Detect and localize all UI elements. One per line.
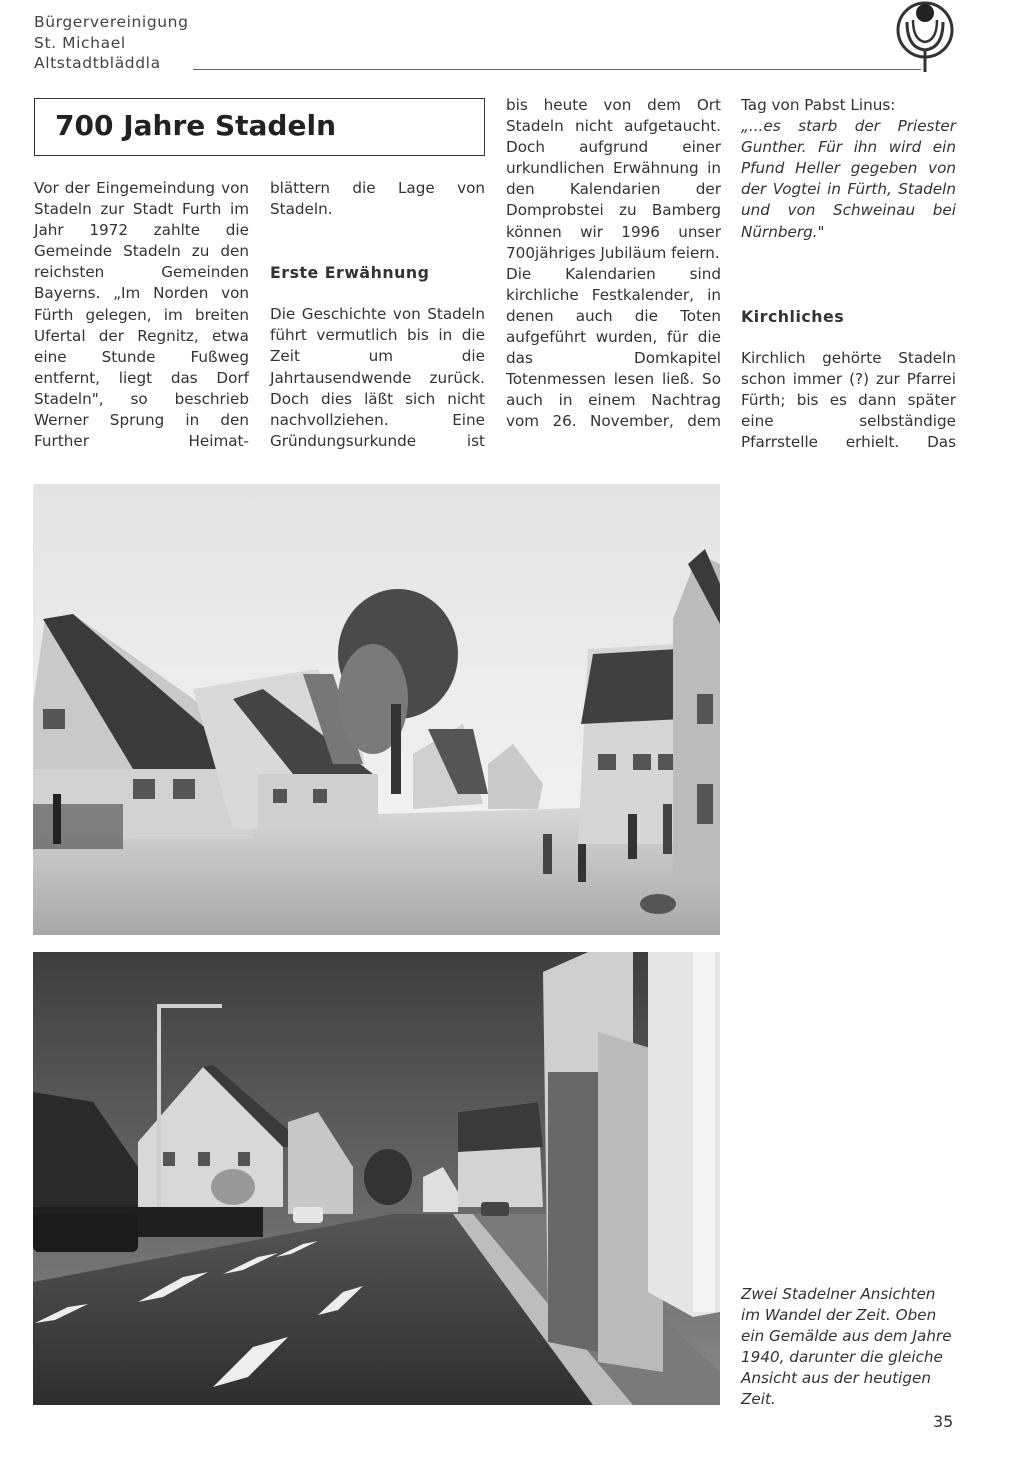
paragraph: Kirchlich gehörte Stadeln schon immer (?) zur Pfarrei Fürth; bis es dann später eine selbständige Pfarrstelle erhielt. Das xyxy=(741,348,956,452)
masthead-district: St. Michael xyxy=(34,33,126,52)
paragraph: Die Kalendarien sind kirchliche Festkalender, in denen auch die Toten aufgeführt wurden, für die das Domkapitel Totenmessen lesen ließ. So auch in einem Nachtrag vom 26. November, dem xyxy=(506,264,721,431)
header-rule xyxy=(193,69,921,70)
masthead xyxy=(34,12,189,74)
quotation: „...es starb der Priester Gunther. Für ihn wird ein Pfund Heller gegeben von der Vogtei in Fürth, Stadeln und von Schweinau bei Nürnberg." xyxy=(741,117,956,241)
text-column-3 xyxy=(506,95,721,433)
text-column-1 xyxy=(34,178,249,452)
painting-village-street-1940 xyxy=(33,484,720,935)
paragraph: blättern die Lage von Stadeln. xyxy=(270,179,485,219)
masthead-organization: Bürgervereinigung xyxy=(34,13,189,31)
article-title-box xyxy=(34,98,485,156)
paragraph: Die Geschichte von Stadeln führt vermutlich bis in die Zeit um die Jahrtausendwende zurück. Doch dies läßt sich nicht nachvollziehen. Eine Gründungsurkunde ist xyxy=(270,305,485,450)
article-title: 700 Jahre Stadeln xyxy=(55,109,336,142)
text-column-4 xyxy=(741,95,956,453)
photo-caption: Zwei Stadelner Ansichten im Wandel der Zeit. Oben ein Gemälde aus dem Jahre 1940, darunter die gleiche Ansicht aus der heutigen Zeit. xyxy=(741,1285,952,1409)
paragraph: bis heute von dem Ort Stadeln nicht aufgetaucht. Doch aufgrund einer urkundlichen Erwähnung in den Kalendarien der Domprobstei zu Bamberg können wir 1996 unser 700jähriges Jubiläum feiern. xyxy=(506,96,721,262)
masthead-publication: Altstadtbläddla xyxy=(34,54,161,72)
page-number: 35 xyxy=(933,1412,954,1431)
photo-village-street-today xyxy=(33,952,720,1405)
subheading-kirchliches: Kirchliches xyxy=(741,306,845,326)
paragraph: Vor der Eingemeindung von Stadeln zur Stadt Furth im Jahr 1972 zahlte die Gemeinde Stadeln zu den reichsten Gemeinden Bayerns. „Im Norden von Fürth gelegen, im breiten Ufertal der Regnitz, etwa eine Stunde Fußweg entfernt, liegt das Dorf Stadeln", so beschrieb Werner Sprung in den Further Heimat- xyxy=(34,179,249,451)
text-column-2 xyxy=(270,178,485,452)
organization-logo-icon xyxy=(893,0,957,74)
subheading-erste-erwaehnung: Erste Erwähnung xyxy=(270,263,430,283)
paragraph: Tag von Pabst Linus: xyxy=(741,96,896,114)
